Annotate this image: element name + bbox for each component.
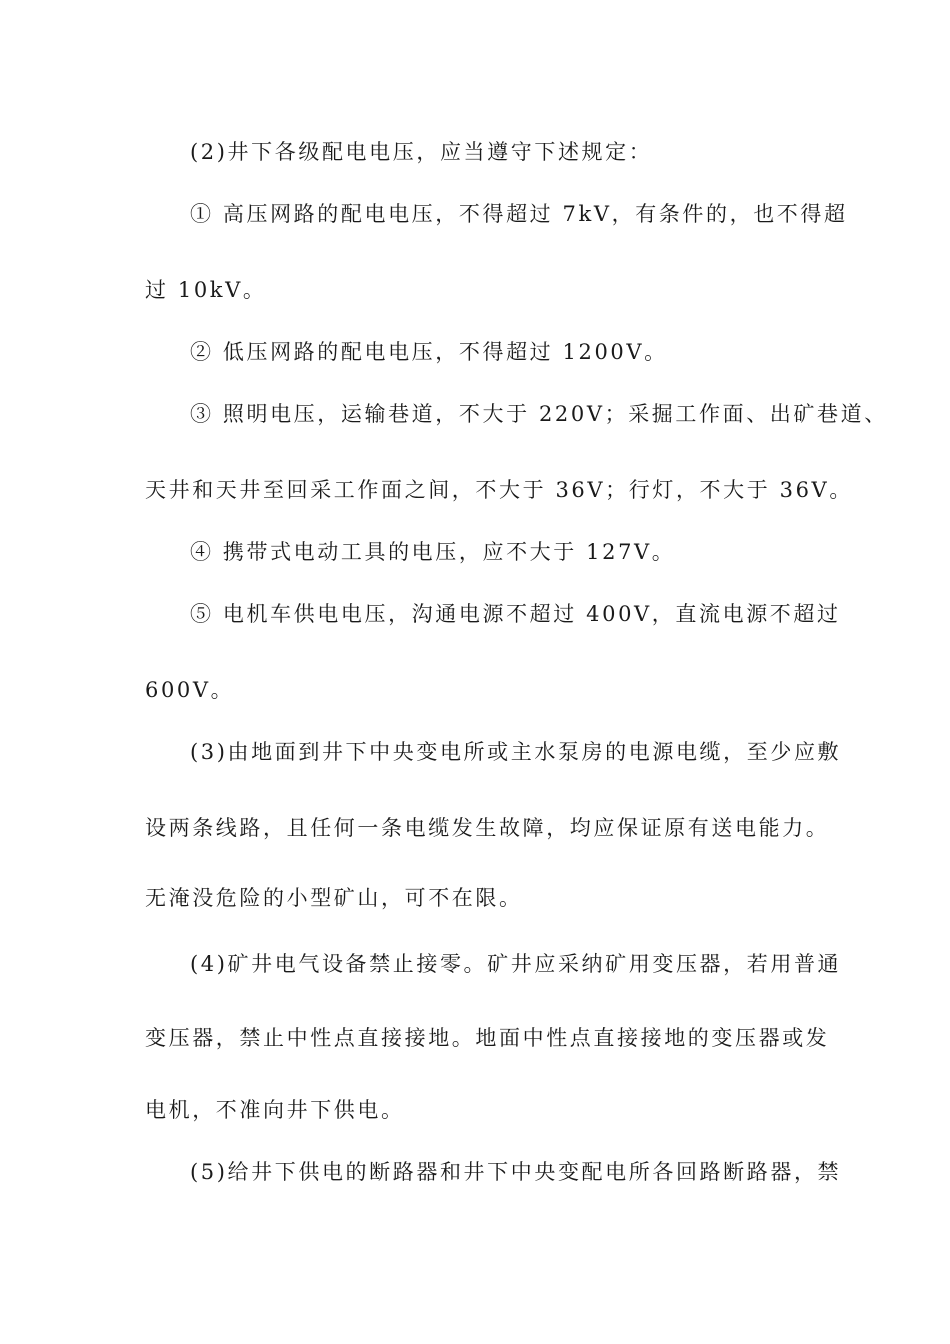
paragraph-3-line-3: 无淹没危险的小型矿山，可不在限。 [145,886,523,910]
item-1-continuation: 过 10kV。 [145,278,267,302]
paragraph-5-circuit-breakers: (5)给井下供电的断路器和井下中央变配电所各回路断路器，禁 [190,1160,842,1184]
paragraph-4-grounding: (4)矿井电气设备禁止接零。矿井应采纳矿用变压器，若用普通 [190,952,842,976]
paragraph-3-line-2: 设两条线路，且任何一条电缆发生故障，均应保证原有送电能力。 [145,816,830,840]
item-4-portable-tools: ④ 携带式电动工具的电压，应不大于 127V。 [190,540,676,564]
item-3-lighting-voltage: ③ 照明电压，运输巷道，不大于 220V；采掘工作面、出矿巷道、 [190,402,888,426]
item-1-high-voltage: ① 高压网路的配电电压，不得超过 7kV，有条件的，也不得超 [190,202,848,226]
paragraph-3-power-cables: (3)由地面到井下中央变电所或主水泵房的电源电缆，至少应敷 [190,740,842,764]
item-2-low-voltage: ② 低压网路的配电电压，不得超过 1200V。 [190,340,668,364]
paragraph-voltage-rules-intro: (2)井下各级配电电压，应当遵守下述规定： [190,140,653,164]
paragraph-4-line-3: 电机，不准向井下供电。 [145,1098,405,1122]
paragraph-4-line-2: 变压器，禁止中性点直接接地。地面中性点直接接地的变压器或发 [145,1026,830,1050]
item-3-continuation: 天井和天井至回采工作面之间，不大于 36V；行灯，不大于 36V。 [145,478,853,502]
item-5-locomotive-voltage: ⑤ 电机车供电电压，沟通电源不超过 400V，直流电源不超过 [190,602,841,626]
item-5-continuation: 600V。 [145,678,235,702]
